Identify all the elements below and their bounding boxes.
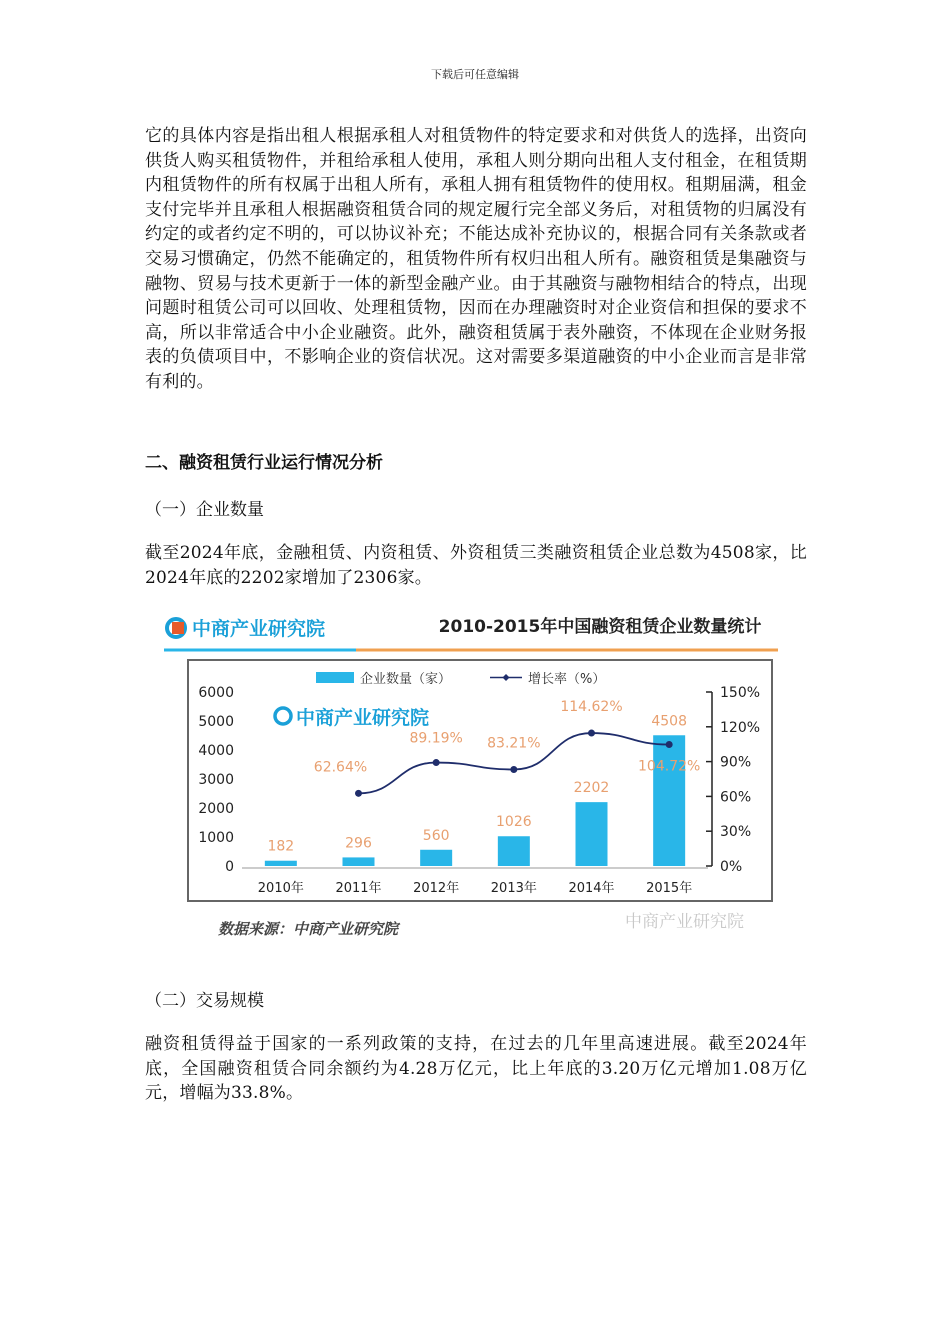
bar <box>420 850 452 866</box>
growth-point <box>355 790 362 797</box>
bar-line-chart <box>150 604 790 944</box>
section-heading: 二、融资租赁行业运行情况分析 <box>145 453 383 473</box>
banner-title: 2010-2015年中国融资租赁企业数量统计 <box>438 617 762 637</box>
y-left-tick-label: 3000 <box>198 772 234 788</box>
growth-point <box>666 741 673 748</box>
y-left-tick-label: 2000 <box>198 801 234 817</box>
legend-bar-swatch <box>316 672 354 683</box>
growth-rate-label: 104.72% <box>638 758 701 775</box>
growth-point <box>588 730 595 737</box>
x-tick-label: 2010年 <box>257 881 304 896</box>
body-paragraph-1: 它的具体内容是指出租人根据承租人对租赁物件的特定要求和对供货人的选择，出资向供货人购买租赁物件，并租给承租人使用，承租人则分期向出租人支付租金，在租赁期内租赁物件的所有权属于出租人所有，承租人拥有租赁物件的使用权。租期届满，租金支付完毕并且承租人根据融资租赁合同的规定履行完全部义务后，对租赁物的归属没有约定的或者约定不明的，可以协议补充；不能达成补充协议的，根据合同有关条款或者交易习惯确定，仍然不能确定的，租赁物件所有权归出租人所有。融资租赁是集融资与融物、贸易与技术更新于一体的新型金融产业。由于其融资与融物相结合的特点，出现问题时租赁公司可以回收、处理租赁物，因而在办理融资时对企业资信和担保的要求不高，所以非常适合中小企业融资。此外，融资租赁属于表外融资，不体现在企业财务报表的负债项目中，不影响企业的资信状况。这对需要多渠道融资的中小企业而言是非常有利的。 <box>145 126 807 392</box>
x-tick-label: 2015年 <box>646 881 693 896</box>
y-right-tick-label: 150% <box>720 685 761 701</box>
y-left-tick-label: 4000 <box>198 743 234 759</box>
body-paragraph-3: 融资租赁得益于国家的一系列政策的支持，在过去的几年里高速进展。截至2024年底，全国融资租赁合同余额约为4.28万亿元，比上年底的3.20万亿元增加1.08万亿元，增幅为33.8%。 <box>145 1034 807 1104</box>
growth-point <box>433 759 440 766</box>
bar <box>576 802 608 866</box>
y-right-tick-label: 90% <box>720 754 752 771</box>
y-left-tick-label: 0 <box>225 859 234 875</box>
bar <box>343 857 375 866</box>
y-right-tick-label: 0% <box>720 859 743 875</box>
chart-figure <box>150 604 790 944</box>
chart-banner <box>164 616 778 650</box>
bar <box>653 735 685 866</box>
growth-rate-label: 83.21% <box>487 735 541 752</box>
body-paragraph-2: 截至2024年底，金融租赁、内资租赁、外资租赁三类融资租赁企业总数为4508家，比2024年底的2202家增加了2306家。 <box>145 543 807 588</box>
subheading-transaction-scale: （二）交易规模 <box>145 991 264 1011</box>
x-tick-label: 2012年 <box>413 881 460 896</box>
legend-bar-label: 企业数量（家） <box>360 672 452 687</box>
x-tick-label: 2014年 <box>568 881 615 896</box>
y-left-tick-label: 1000 <box>198 830 234 846</box>
page-header-note: 下载后可任意编辑 <box>431 68 519 81</box>
logo-mark <box>172 622 184 634</box>
bar-value-label: 1026 <box>496 814 532 831</box>
bar <box>498 836 530 866</box>
growth-rate-label: 114.62% <box>560 699 623 716</box>
y-right-tick-label: 120% <box>720 719 761 736</box>
bar-value-label: 182 <box>267 838 295 855</box>
legend-line-label: 增长率（%） <box>528 672 606 687</box>
bar-value-label: 2202 <box>573 780 610 797</box>
chart-source: 数据来源：中商产业研究院 <box>218 920 399 938</box>
growth-rate-label: 89.19% <box>409 730 463 747</box>
bar-value-label: 296 <box>345 835 372 852</box>
chart-watermark <box>275 706 429 729</box>
growth-point <box>510 766 517 773</box>
bar <box>265 861 297 866</box>
x-tick-label: 2013年 <box>490 881 537 896</box>
bar-value-label: 4508 <box>651 713 687 730</box>
y-left-tick-label: 5000 <box>198 714 234 730</box>
y-right-tick-label: 30% <box>720 824 752 841</box>
banner-logo-text: 中商产业研究院 <box>192 618 326 640</box>
subheading-enterprise-count: （一）企业数量 <box>145 500 264 520</box>
watermark-text: 中商产业研究院 <box>296 707 430 729</box>
y-right-tick-label: 60% <box>720 789 752 806</box>
x-tick-label: 2011年 <box>335 881 382 896</box>
bar-value-label: 560 <box>422 827 450 844</box>
growth-rate-label: 62.64% <box>313 759 368 776</box>
footer-watermark-logo: 中商产业研究院 <box>625 912 744 932</box>
y-left-tick-label: 6000 <box>198 685 234 701</box>
